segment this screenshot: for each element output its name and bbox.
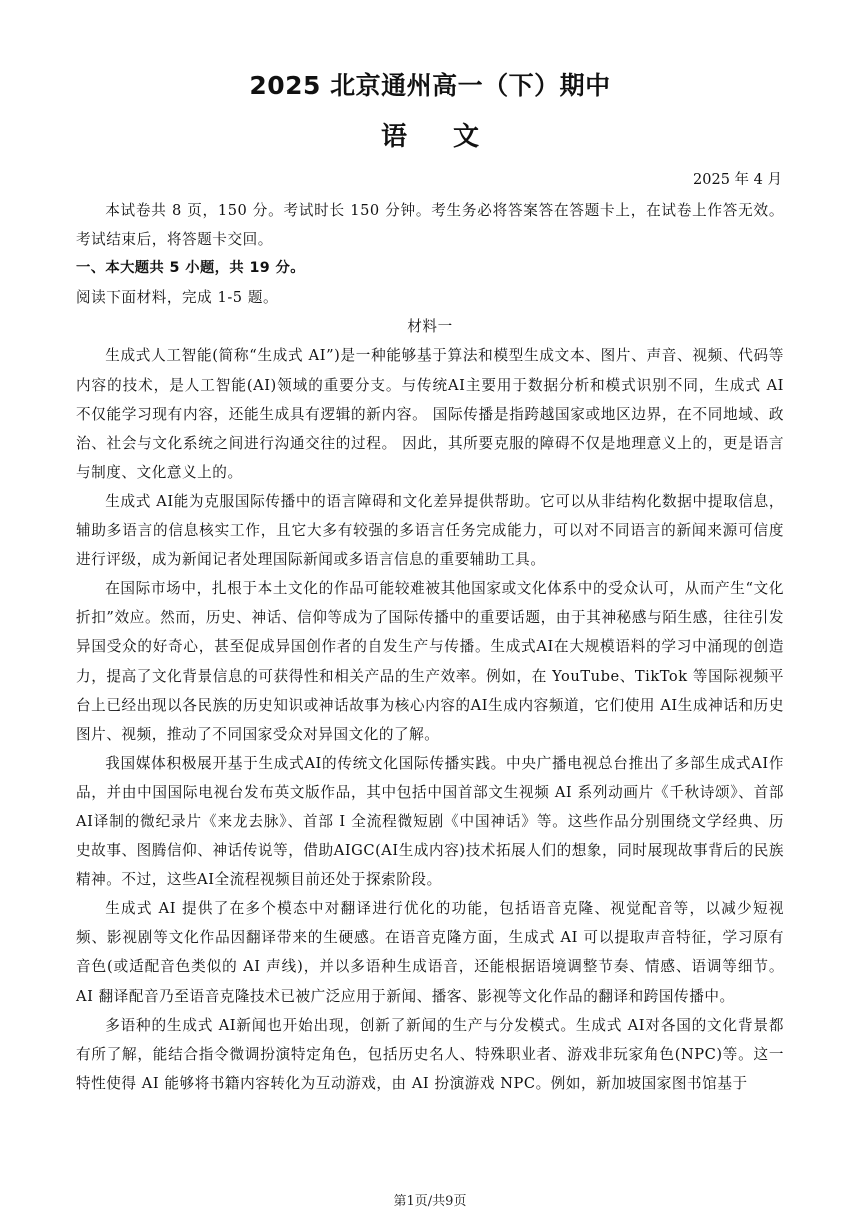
exam-date: 2025 年 4 月 bbox=[693, 172, 782, 188]
instructions-text: 本试卷共 8 页，150 分。考试时长 150 分钟。考生务必将答案答在答题卡上，在试卷上作答无效。考试结束后，将答题卡交回。 bbox=[76, 202, 784, 249]
exam-title: 2025 北京通州高一（下）期中 bbox=[249, 71, 611, 100]
exam-body bbox=[76, 196, 784, 1098]
material-paragraph: 多语种的生成式 AI新闻也开始出现，创新了新闻的生产与分发模式。生成式 AI对各国的文化背景都有所了解，能结合指令微调扮演特定角色，包括历史名人、特殊职业者、游戏非玩家角色(NPC)等。这一特性使得 AI 能够将书籍内容转化为互动游戏，由 AI 扮演游戏 NPC。例如，新加坡国家图书馆基于 bbox=[76, 1016, 784, 1092]
material-paragraph: 生成式人工智能(简称“生成式 AI”)是一种能够基于算法和模型生成文本、图片、声音、视频、代码等内容的技术，是人工智能(AI)领域的重要分支。与传统AI主要用于数据分析和模式识别不同，生成式 AI 不仅能学习现有内容，还能生成具有逻辑的新内容。 国际传播是指跨越国家或地区边界，在不同地域、政治、社会与文化系统之间进行沟通交往的过程。 因此，其所要克服的障碍不仅是地理意义上的，更是语言与制度、文化意义上的。 bbox=[76, 347, 784, 481]
material-paragraph: 生成式 AI 提供了在多个模态中对翻译进行优化的功能，包括语音克隆、视觉配音等，以减少短视频、影视剧等文化作品因翻译带来的生硬感。在语音克隆方面，生成式 AI 可以提取声音特征，学习原有音色(或适配音色类似的 AI 声线)，并以多语种生成语音，还能根据语境调整节奏、情感、语调等细节。AI 翻译配音乃至语音克隆技术已被广泛应用于新闻、播客、影视等文化作品的翻译和跨国传播中。 bbox=[76, 900, 784, 1005]
material-paragraph: 在国际市场中，扎根于本土文化的作品可能较难被其他国家或文化体系中的受众认可，从而产生“文化折扣”效应。然而，历史、神话、信仰等成为了国际传播中的重要话题，由于其神秘感与陌生感，往往引发异国受众的好奇心，甚至促成异国创作者的自发生产与传播。生成式AI在大规模语料的学习中涌现的创造力，提高了文化背景信息的可获得性和相关产品的生产效率。例如，在 YouTube、TikTok 等国际视频平台上已经出现以各民族的历史知识或神话故事为核心内容的AI生成内容频道，它们使用 AI生成神话和历史图片、视频，推动了不同国家受众对异国文化的了解。 bbox=[76, 580, 784, 743]
page-number: 第1页/共9页 bbox=[393, 1194, 467, 1209]
reading-directive: 阅读下面材料，完成 1-5 题。 bbox=[76, 289, 279, 307]
material-title: 材料一 bbox=[407, 318, 453, 336]
section-heading: 一、本大题共 5 小题，共 19 分。 bbox=[76, 260, 305, 277]
material-paragraph: 生成式 AI能为克服国际传播中的语言障碍和文化差异提供帮助。它可以从非结构化数据中提取信息，辅助多语言的信息核实工作，且它大多有较强的多语言任务完成能力，可以对不同语言的新闻来源可信度进行评级，成为新闻记者处理国际新闻或多语言信息的重要辅助工具。 bbox=[76, 492, 784, 569]
material-paragraph: 我国媒体积极展开基于生成式AI的传统文化国际传播实践。中央广播电视总台推出了多部生成式AI作品，并由中国国际电视台发布英文版作品，其中包括中国首部文生视频 AI 系列动画片《千秋诗颂》、首部 AI译制的微纪录片《来龙去脉》、首部 I 全流程微短剧《中国神话》等。这些作品分别围绕文学经典、历史故事、图腾信仰、神话传说等，借助AIGC(AI生成内容)技术拓展人们的想象，同时展现故事背后的民族精神。不过，这些AI全流程视频目前还处于探索阶段。 bbox=[76, 754, 784, 889]
subject-title: 语文 bbox=[380, 122, 525, 152]
